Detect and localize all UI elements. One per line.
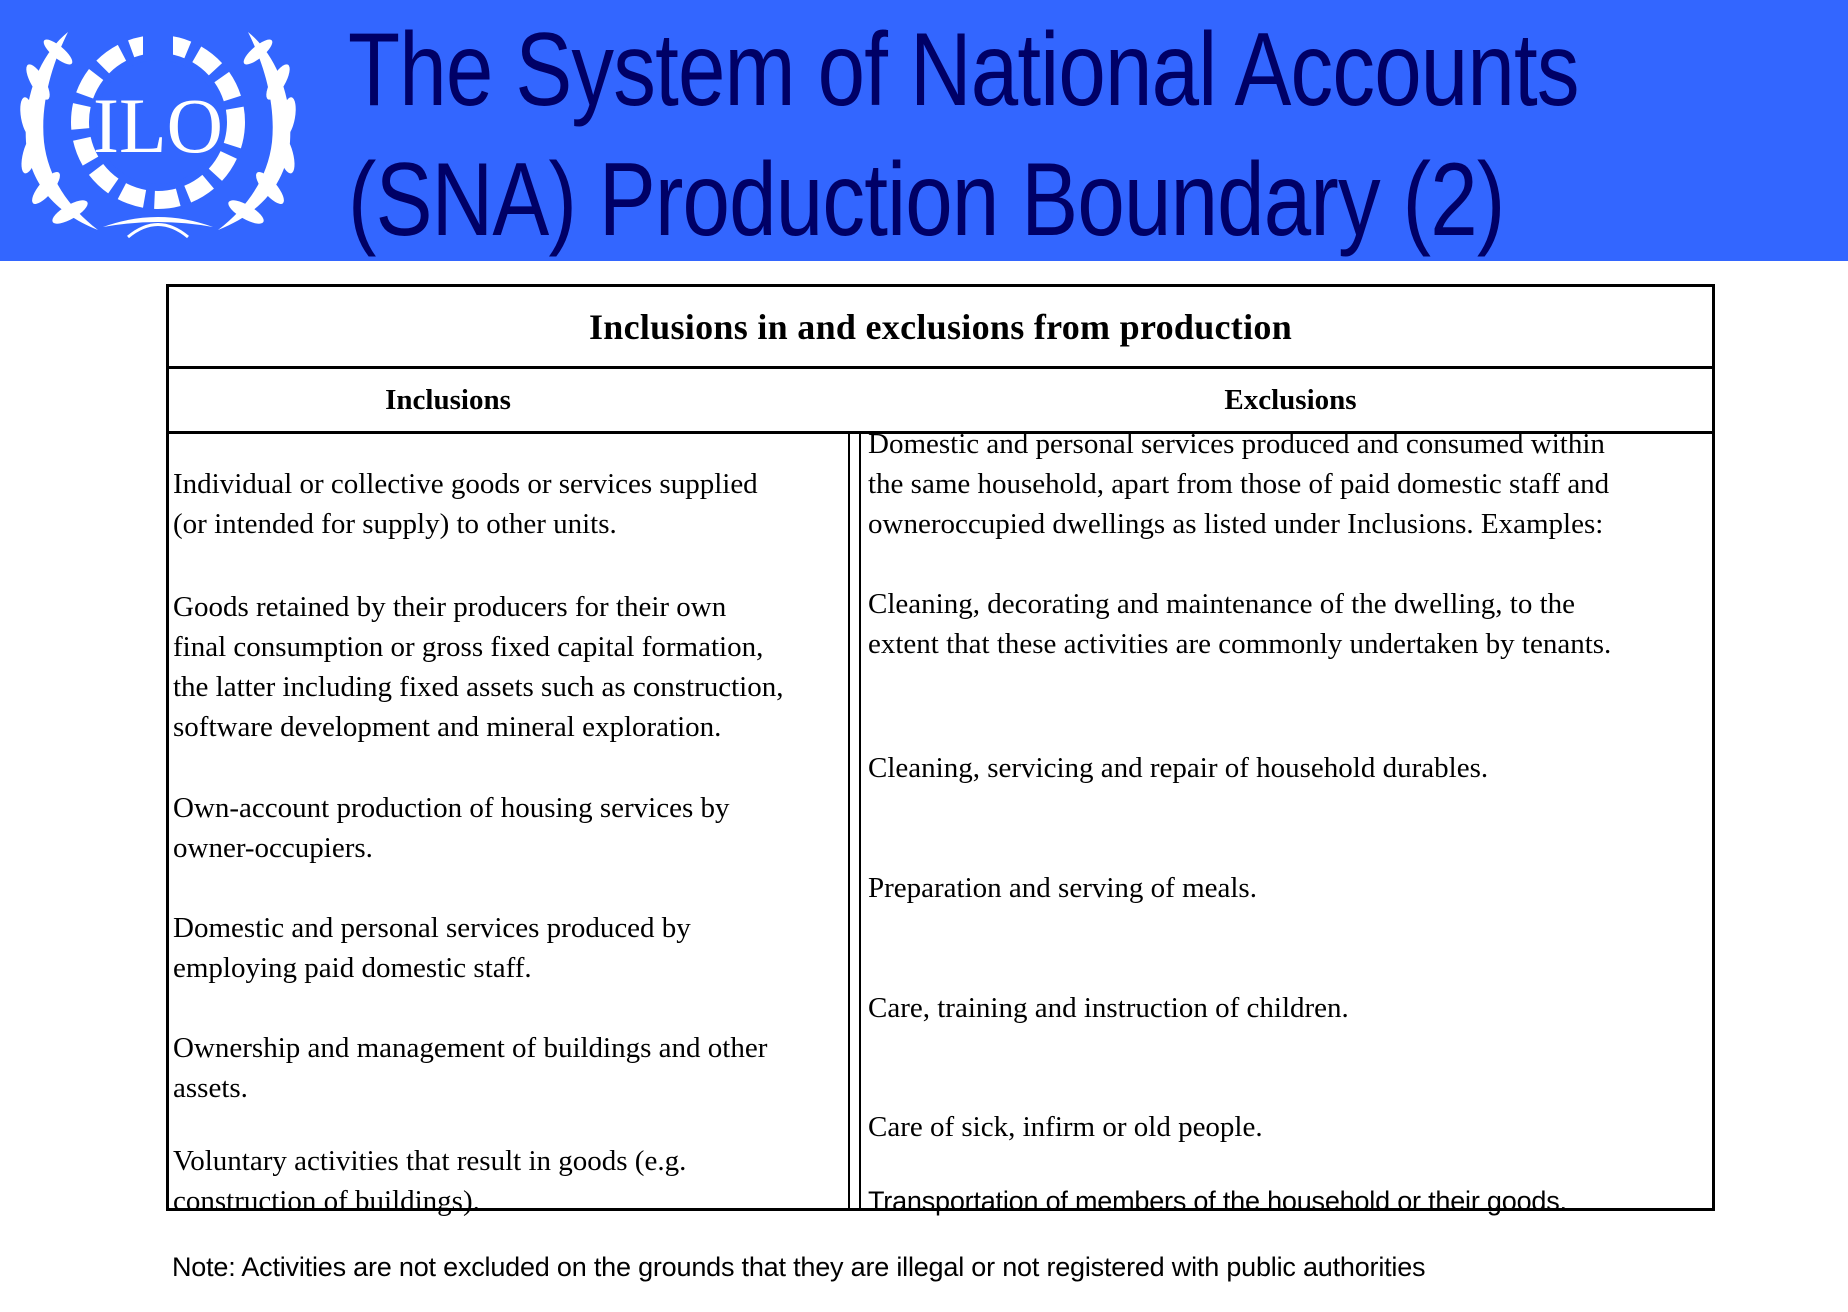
inclusion-item [173,1028,767,1108]
page-title-line-1: The System of National Accounts [348,12,1579,128]
column-divider [848,434,850,1208]
text-line: Voluntary activities that result in goods (e.g. [173,1145,687,1177]
text-line: owner-occupiers. [173,832,373,864]
exclusion-item [868,988,1349,1028]
text-line: extent that these activities are commonly undertaken by tenants. [868,628,1612,660]
text-line: Ownership and management of buildings and other [173,1032,768,1064]
footnote: Note: Activities are not excluded on the grounds that they are illegal or not registered with public authorities [172,1252,1426,1282]
title-banner [0,0,1848,261]
text-line: construction of buildings). [173,1185,480,1217]
ilo-logo-icon [8,12,308,247]
text-line: the same household, apart from those of paid domestic staff and [868,468,1610,500]
text-line: Cleaning, servicing and repair of household durables. [868,752,1489,784]
column-divider [859,434,861,1208]
text-line: Cleaning, decorating and maintenance of the dwelling, to the [868,588,1576,620]
text-line: Individual or collective goods or services supplied [173,468,758,500]
text-line: final consumption or gross fixed capital formation, [173,631,764,663]
inclusion-item [173,587,783,747]
logo-text: ILO [93,82,223,169]
text-line: Domestic and personal services produced by [173,912,691,944]
text-line: owneroccupied dwellings as listed under Inclusions. Examples: [868,508,1604,540]
inclusions-exclusions-table [166,284,1715,1217]
text-line: Own-account production of housing services by [173,792,730,824]
exclusion-item [868,748,1488,788]
text-line: Goods retained by their producers for their own [173,591,727,623]
text-line: assets. [173,1072,248,1104]
text-line: employing paid domestic staff. [173,952,532,984]
exclusion-item [868,868,1257,908]
text-line: Care of sick, infirm or old people. [868,1111,1263,1143]
text-line: Transportation of members of the household or their goods. [868,1186,1567,1216]
column-header-exclusions: Exclusions [1224,384,1357,416]
text-line: (or intended for supply) to other units. [173,508,617,540]
inclusion-item [173,1141,686,1221]
text-line: Preparation and serving of meals. [868,872,1257,904]
text-line: the latter including fixed assets such as construction, [173,671,784,703]
exclusion-item [868,424,1609,544]
inclusion-item [173,908,691,988]
inclusion-item [173,788,730,868]
exclusion-item [868,1107,1263,1147]
page-title-line-2: (SNA) Production Boundary (2) [348,142,1505,258]
text-line: software development and mineral exploration. [173,711,722,743]
column-header-inclusions: Inclusions [385,384,511,416]
exclusion-item [868,1181,1567,1221]
inclusion-item [173,464,758,544]
laurel-left-icon [18,32,98,230]
text-line: Care, training and instruction of children. [868,992,1349,1024]
exclusion-item [868,584,1611,664]
text-line: Domestic and personal services produced and consumed within [868,428,1605,460]
table-title: Inclusions in and exclusions from production [588,307,1293,347]
